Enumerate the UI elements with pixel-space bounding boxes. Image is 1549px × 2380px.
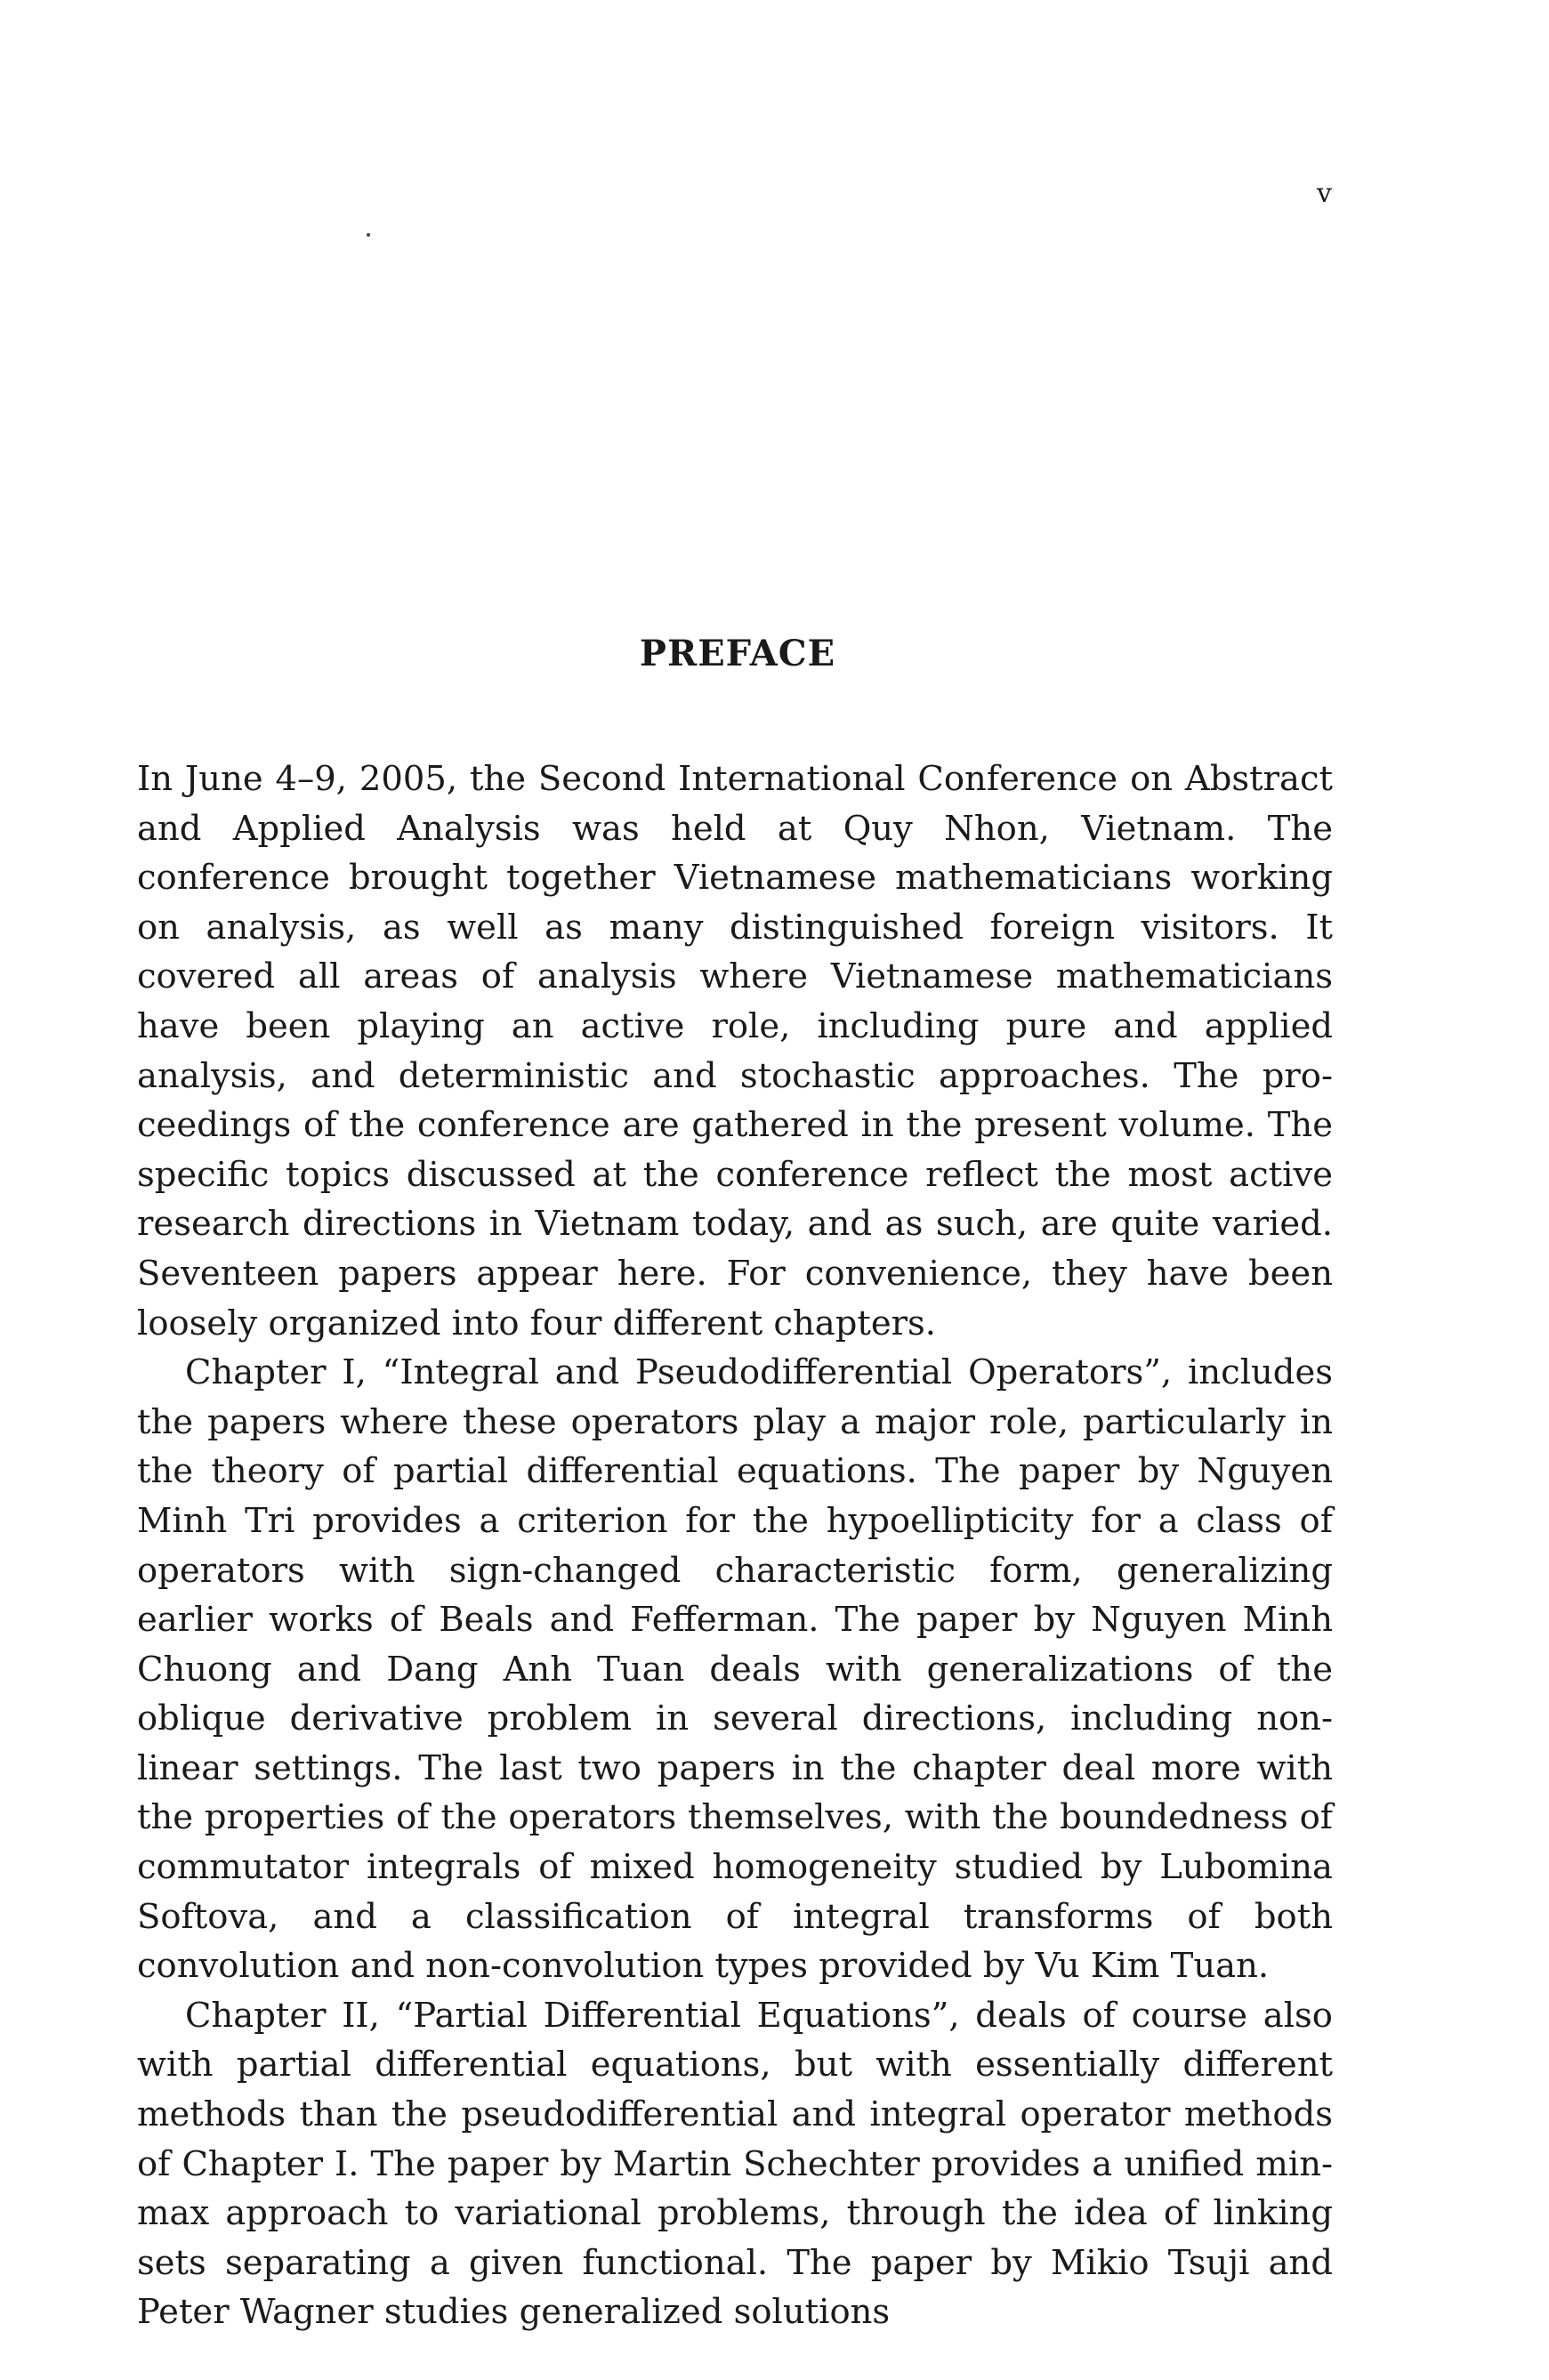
page-number: v <box>1317 178 1333 209</box>
paragraph-chapter-2: Chapter II, “Partial Differential Equations”, deals of course also with partial differential equations, but with essentially different methods than the pseudodifferential and integral operator methods of Chapter I. The paper by Martin Schechter provides a unified min-max approach to variational problems, through the idea of linking sets separating a given functional. The paper by Mikio Tsuji and Peter Wagner studies generalized solutions <box>137 1995 1333 2333</box>
page-title: PREFACE <box>639 632 836 674</box>
paragraph-chapter-1: Chapter I, “Integral and Pseudodifferential Operators”, includes the papers where these operators play a major role, particularly in the theory of partial differential equations. The paper by Nguyen Minh Tri provides a criterion for the hypoellipticity for a class of operators with sign-changed characteristic form, generalizing earlier works of Beals and Fefferman. The paper by Nguyen Minh Chuong and Dang Anh Tuan deals with generalizations of the oblique derivative problem in several directions, including non-linear settings. The last two papers in the chapter deal more with the properties of the operators themselves, with the boundedness of commutator integrals of mixed homogeneity studied by Lubomina Softova, and a classification of integral transforms of both convolution and non-convolution types provided by Vu Kim Tuan. <box>137 1352 1333 1987</box>
stray-dot-mark <box>367 233 370 237</box>
body-text <box>137 754 1333 2337</box>
paragraph-intro: In June 4–9, 2005, the Second International Conference on Abstract and Applied Analysis was held at Quy Nhon, Vietnam. The conference brought together Vietnamese mathematicians working on analysis, as well as many distinguished foreign visitors. It covered all areas of analysis where Vietnamese mathematicians have been playing an active role, including pure and applied analysis, and deterministic and stochastic approaches. The proceedings of the conference are gathered in the present volume. The specific topics discussed at the conference reflect the most active research directions in Vietnam today, and as such, are quite varied. Seventeen papers appear here. For convenience, they have been loosely organized into four different chapters. <box>137 759 1333 1343</box>
